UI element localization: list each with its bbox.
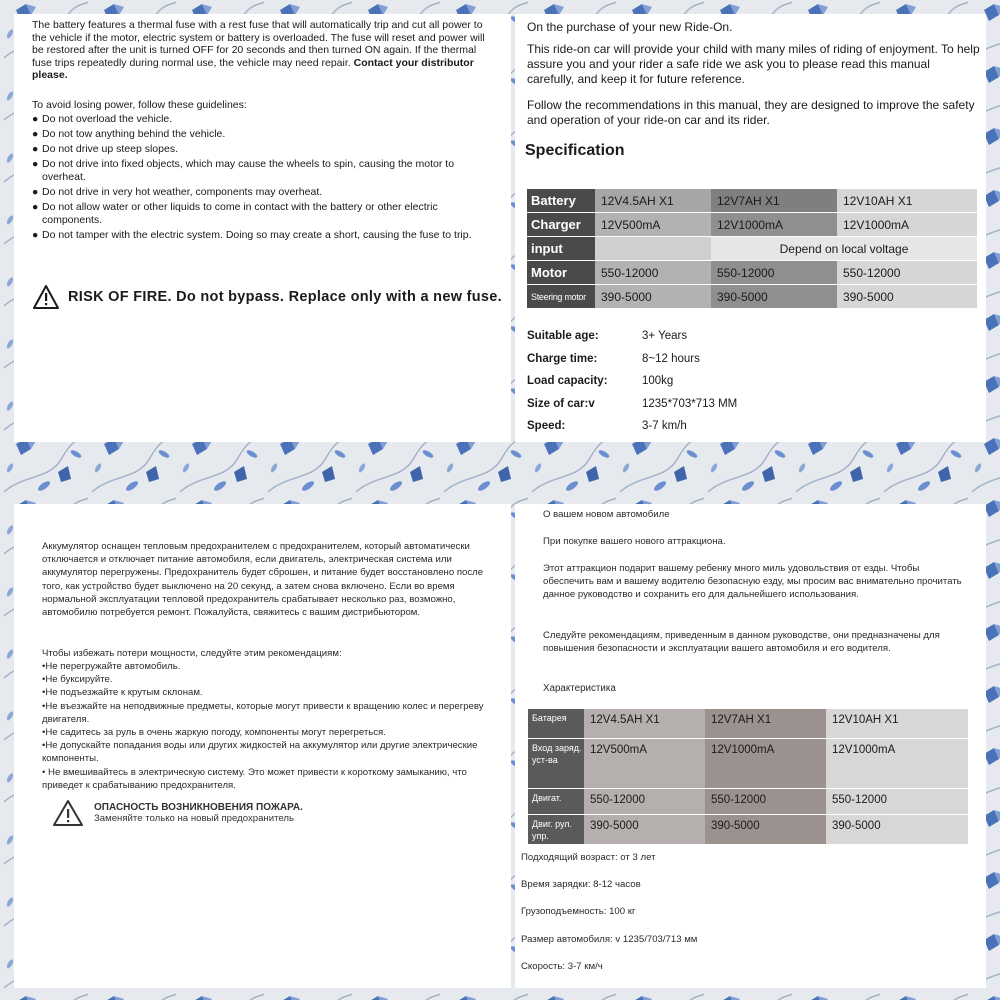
fuse-intro-text: Аккумулятор оснащен тепловым предохранителем с предохранителем, который автоматически отключается и отключает питание автомобиля, если двигатель, электрическая система или аккумулятор перегружены. Предохранитель будет сброшен, и питание будет восстановлено после того, как устройство будет выключено на 20 секунд, а затем снова включено. Если во время нормальной эксплуатации тепловой предохранитель срабатывает несколько раз, возможно, автомобилю потребуется ремонт. Пожалуйста, свяжитесь с вашим дистрибьютором. [42, 541, 484, 619]
list-item: •Не буксируйте. [42, 674, 113, 686]
table-cell: 12V7AH X1 [705, 709, 826, 739]
guidelines-title: To avoid losing power, follow these guidelines: [32, 99, 247, 111]
table-cell: 12V500mA [584, 739, 705, 789]
list-item: ● Do not overload the vehicle. [32, 113, 173, 125]
greeting-text: При покупке вашего нового аттракциона. [543, 536, 726, 547]
table-cell: 12V10AH X1 [826, 709, 968, 739]
spec-table [527, 189, 977, 309]
list-item: Speed: 3-7 km/h [527, 420, 687, 432]
recommendation-paragraph: Следуйте рекомендациям, приведенным в данном руководстве, они предназначены для повышения безопасности и эксплуатации вашего автомобиля и его водителя. [543, 630, 940, 655]
table-cell: 550-12000 [584, 789, 705, 815]
table-row [528, 789, 968, 815]
table-row [528, 739, 968, 789]
guidelines-title: Чтобы избежать потери мощности, следуйте этим рекомендациям: [42, 648, 342, 659]
table-cell: 12V1000mA [711, 213, 837, 237]
warning-triangle-icon [32, 284, 60, 310]
row-label: input [527, 237, 595, 261]
fuse-intro-text: The battery features a thermal fuse with a rest fuse that will automatically trip and cut all power to the vehicle if the motor, electric system or battery is overloaded. The fuse will reset and power will be restored after the unit is turned OFF for 20 seconds and then turned ON again. If the thermal fuse trips repeatedly during normal use, the vehicle may need repair. Contact your distributor please. [32, 19, 485, 82]
table-cell: 12V1000mA [705, 739, 826, 789]
table-cell: 12V1000mA [837, 213, 977, 237]
list-item: Load capacity: 100kg [527, 375, 674, 387]
list-item: Грузоподъемность: 100 кг [521, 906, 636, 918]
list-item: •Не допускайте попадания воды или других жидкостей на аккумулятор или другие электрические компоненты. [42, 740, 478, 765]
list-item: • Не вмешивайтесь в электрическую систему. Это может привести к короткому замыканию, что приведет к срабатыванию предохранителя. [42, 766, 467, 791]
row-label: Двигат. [528, 789, 584, 815]
row-label: Steering motor [527, 285, 595, 309]
english-warning-panel [14, 14, 511, 442]
table-cell: 390-5000 [826, 815, 968, 845]
russian-warning-panel [14, 504, 511, 988]
table-cell: 12V4.5AH X1 [595, 189, 711, 213]
table-cell: 12V4.5AH X1 [584, 709, 705, 739]
about-heading: О вашем новом автомобиле [543, 509, 670, 520]
fire-warning-title: ОПАСНОСТЬ ВОЗНИКНОВЕНИЯ ПОЖАРА. [94, 802, 303, 813]
spec-title: Specification [525, 142, 625, 159]
table-cell: 12V7AH X1 [711, 189, 837, 213]
table-row [527, 213, 977, 237]
table-cell: 550-12000 [711, 261, 837, 285]
properties-list [527, 330, 927, 442]
table-cell: Depend on local voltage [711, 237, 977, 261]
spec-title: Характеристика [543, 683, 616, 694]
list-item: Charge time: 8~12 hours [527, 352, 700, 365]
row-label: Вход заряд. уст-ва [528, 739, 584, 789]
list-item: Suitable age: 3+ Years [527, 330, 688, 342]
list-item: ● Do not allow water or other liquids to come in contact with the battery or other electric components. [32, 201, 438, 226]
row-label: Battery [527, 189, 595, 213]
row-label: Батарея [528, 709, 584, 739]
table-cell: 550-12000 [595, 261, 711, 285]
list-item: Size of car:v 1235*703*713 MM [527, 397, 738, 410]
table-cell: 390-5000 [705, 815, 826, 845]
table-cell: 12V500mA [595, 213, 711, 237]
row-label: Motor [527, 261, 595, 285]
table-cell: 12V10AH X1 [837, 189, 977, 213]
fire-warning [52, 799, 303, 827]
list-item: Время зарядки: 8-12 часов [521, 879, 641, 891]
greeting-text: On the purchase of your new Ride-On. [527, 20, 733, 34]
table-row [527, 189, 977, 213]
list-item: ● Do not drive in very hot weather, components may overheat. [32, 185, 323, 198]
guidelines-list [32, 113, 489, 244]
table-row [528, 815, 968, 845]
fire-warning [32, 284, 502, 310]
table-cell: 550-12000 [705, 789, 826, 815]
table-cell: 390-5000 [595, 285, 711, 309]
list-item: Скорость: 3-7 км/ч [521, 960, 603, 972]
guidelines-list [42, 660, 497, 792]
row-label: Charger [527, 213, 595, 237]
list-item: •Не подъезжайте к крутым склонам. [42, 687, 203, 699]
contact-distributor-text: Contact your distributor please. [32, 56, 474, 82]
table-cell: 390-5000 [584, 815, 705, 845]
table-cell: 390-5000 [711, 285, 837, 309]
table-cell: 550-12000 [826, 789, 968, 815]
row-label: Двиг. рул. упр. [528, 815, 584, 845]
table-cell: 550-12000 [837, 261, 977, 285]
table-cell: 390-5000 [837, 285, 977, 309]
list-item: ● Do not tow anything behind the vehicle. [32, 128, 226, 141]
russian-spec-panel [515, 504, 986, 988]
english-spec-panel [515, 14, 986, 442]
intro-paragraph: This ride-on car will provide your child with many miles of riding of enjoyment. To help assure you and your rider a safe ride we ask you to please read this manual carefully, and keep it for future reference. [527, 42, 980, 86]
list-item: ● Do not drive up steep slopes. [32, 143, 178, 156]
intro-paragraph: Этот аттракцион подарит вашему ребенку много миль удовольствия от езды. Чтобы обеспечить вам и вашему водителю безопасную езду, мы просим вас внимательно прочитать данное руководство и сохранить его для дальнейшего использования. [543, 563, 962, 601]
list-item: Подходящий возраст: от 3 лет [521, 852, 656, 863]
list-item: •Не перегружайте автомобиль. [42, 661, 181, 672]
recommendation-paragraph: Follow the recommendations in this manual, they are designed to improve the safety and operation of your ride-on car and its rider. [527, 98, 975, 127]
fire-warning-text: RISK OF FIRE. Do not bypass. Replace only with a new fuse. [68, 289, 502, 305]
list-item: •Не въезжайте на неподвижные предметы, которые могут привести к вращению колес и перегреву двигателя. [42, 700, 484, 725]
list-item: Размер автомобиля: v 1235/703/713 мм [521, 933, 698, 945]
table-cell: 12V1000mA [826, 739, 968, 789]
warning-triangle-icon [52, 799, 84, 827]
table-row [527, 261, 977, 285]
table-row [528, 709, 968, 739]
table-row [527, 285, 977, 309]
properties-list [521, 852, 697, 988]
list-item: •Не садитесь за руль в очень жаркую погоду, компоненты могут перегреться. [42, 727, 386, 739]
spec-table [528, 709, 968, 845]
list-item: ● Do not tamper with the electric system. Doing so may create a short, causing the fuse to trip. [32, 228, 472, 241]
table-row [527, 237, 977, 261]
list-item: ● Do not drive into fixed objects, which may cause the wheels to spin, causing the motor to overheat. [32, 158, 455, 183]
table-cell [595, 237, 711, 261]
fire-warning-text: Заменяйте только на новый предохранитель [94, 813, 294, 824]
